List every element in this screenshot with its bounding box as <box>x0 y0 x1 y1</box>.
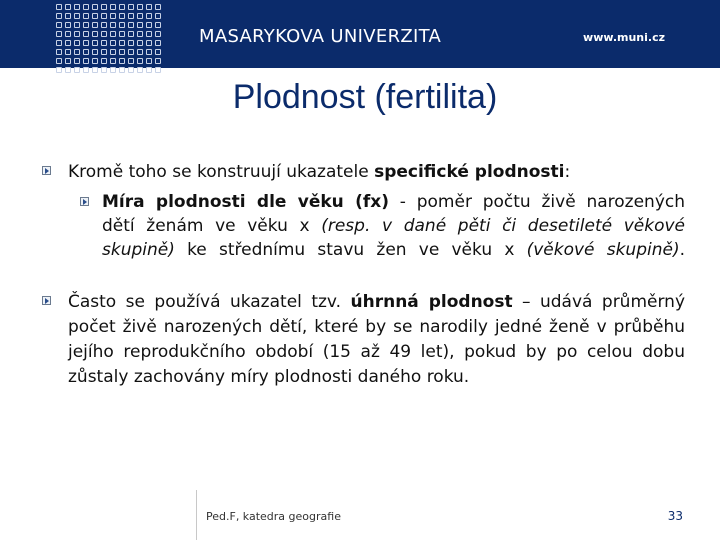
logo-dot <box>74 58 80 64</box>
logo-dot <box>83 67 89 73</box>
logo-dot <box>65 22 71 28</box>
logo-dot <box>65 13 71 19</box>
bullet-text-total-fertility-line-4: zůstaly zachovány míry plodnosti daného roku. <box>68 367 470 387</box>
logo-dot <box>92 67 98 73</box>
logo-dot <box>65 40 71 46</box>
logo-dot <box>92 4 98 10</box>
logo-dot <box>137 67 143 73</box>
logo-dot <box>137 31 143 37</box>
logo-dot <box>83 13 89 19</box>
logo-dot <box>155 31 161 37</box>
logo-dot <box>92 31 98 37</box>
logo-dot <box>74 31 80 37</box>
footer-text: Ped.F, katedra geografie <box>206 510 341 523</box>
logo-dot <box>137 40 143 46</box>
header-bar <box>0 0 720 68</box>
logo-dot <box>101 49 107 55</box>
logo-dot <box>110 67 116 73</box>
bullet-icon <box>42 166 51 175</box>
logo-dot <box>83 31 89 37</box>
logo-dot <box>56 31 62 37</box>
logo-dot <box>56 13 62 19</box>
logo-dot <box>74 13 80 19</box>
logo-dot <box>155 13 161 19</box>
logo-dot <box>119 13 125 19</box>
logo-dot <box>56 67 62 73</box>
logo-dot <box>83 40 89 46</box>
logo-dot <box>128 31 134 37</box>
logo-dot <box>146 22 152 28</box>
logo-dot <box>92 58 98 64</box>
logo-dot <box>128 22 134 28</box>
logo-dot <box>128 58 134 64</box>
logo-dot <box>155 22 161 28</box>
bullet-icon <box>42 296 51 305</box>
logo-dot <box>56 22 62 28</box>
logo-dot <box>119 4 125 10</box>
logo-dot <box>155 49 161 55</box>
logo-dot <box>110 49 116 55</box>
logo-dot <box>101 13 107 19</box>
logo-dot <box>65 31 71 37</box>
logo-dot <box>137 49 143 55</box>
logo-dot <box>155 4 161 10</box>
sub-bullet-icon <box>80 197 89 206</box>
logo-dot <box>92 40 98 46</box>
logo-dot <box>110 31 116 37</box>
logo-dot <box>65 49 71 55</box>
logo-dot <box>137 58 143 64</box>
logo-dot <box>101 67 107 73</box>
logo-dot <box>146 58 152 64</box>
logo-dot <box>128 67 134 73</box>
sub-bullet-line-1: Míra plodnosti dle věku (fx) - poměr počtu živě narozených <box>102 192 686 212</box>
dot-grid-logo-icon <box>56 4 168 78</box>
logo-dot <box>101 31 107 37</box>
logo-dot <box>137 13 143 19</box>
logo-dot <box>146 49 152 55</box>
logo-dot <box>110 58 116 64</box>
bullet-text-specific-fertility: Kromě toho se konstruují ukazatele specifické plodnosti: <box>68 162 571 182</box>
logo-dot <box>83 58 89 64</box>
logo-dot <box>155 67 161 73</box>
logo-dot <box>101 58 107 64</box>
logo-dot <box>101 22 107 28</box>
logo-dot <box>74 40 80 46</box>
sub-bullet-line-3: skupině) ke střednímu stavu žen ve věku x (věkové skupině). <box>102 240 685 260</box>
footer-divider <box>196 490 197 540</box>
logo-dot <box>65 58 71 64</box>
bullet-text-total-fertility-line-1: Často se používá ukazatel tzv. úhrnná plodnost – udává průměrný <box>68 292 686 312</box>
sub-bullet-line-2: dětí ženám ve věku x (resp. v dané pěti či desetileté věkové <box>102 216 685 236</box>
logo-dot <box>101 40 107 46</box>
logo-dot <box>83 22 89 28</box>
logo-dot <box>56 58 62 64</box>
logo-dot <box>110 4 116 10</box>
logo-dot <box>119 49 125 55</box>
logo-dot <box>146 31 152 37</box>
logo-dot <box>119 22 125 28</box>
logo-dot <box>119 67 125 73</box>
logo-dot <box>146 13 152 19</box>
logo-dot <box>155 40 161 46</box>
bullet-text-total-fertility-line-3: jejího reprodukčního období (15 až 49 let), pokud by po celou dobu <box>68 342 685 362</box>
logo-dot <box>137 22 143 28</box>
logo-dot <box>146 4 152 10</box>
logo-dot <box>74 49 80 55</box>
logo-dot <box>110 40 116 46</box>
logo-dot <box>74 4 80 10</box>
logo-dot <box>65 4 71 10</box>
logo-dot <box>119 58 125 64</box>
logo-dot <box>74 67 80 73</box>
logo-dot <box>137 4 143 10</box>
logo-dot <box>110 22 116 28</box>
logo-dot <box>56 4 62 10</box>
logo-dot <box>83 49 89 55</box>
page-number: 33 <box>667 509 683 523</box>
logo-dot <box>92 13 98 19</box>
logo-dot <box>56 40 62 46</box>
logo-dot <box>128 4 134 10</box>
university-name: MASARYKOVA UNIVERZITA <box>199 26 442 47</box>
logo-dot <box>92 49 98 55</box>
logo-dot <box>92 22 98 28</box>
logo-dot <box>101 4 107 10</box>
bullet-text-total-fertility-line-2: počet živě narozených dětí, které by se narodily jedné ženě v průběhu <box>68 317 685 337</box>
logo-dot <box>110 13 116 19</box>
logo-dot <box>119 40 125 46</box>
website-url: www.muni.cz <box>583 31 665 44</box>
logo-dot <box>119 31 125 37</box>
logo-dot <box>83 4 89 10</box>
logo-dot <box>56 49 62 55</box>
logo-dot <box>128 40 134 46</box>
logo-dot <box>146 40 152 46</box>
logo-dot <box>128 13 134 19</box>
logo-dot <box>65 67 71 73</box>
logo-dot <box>146 67 152 73</box>
slide-title: Plodnost (fertilita) <box>232 78 498 116</box>
logo-dot <box>155 58 161 64</box>
logo-dot <box>74 22 80 28</box>
logo-dot <box>128 49 134 55</box>
